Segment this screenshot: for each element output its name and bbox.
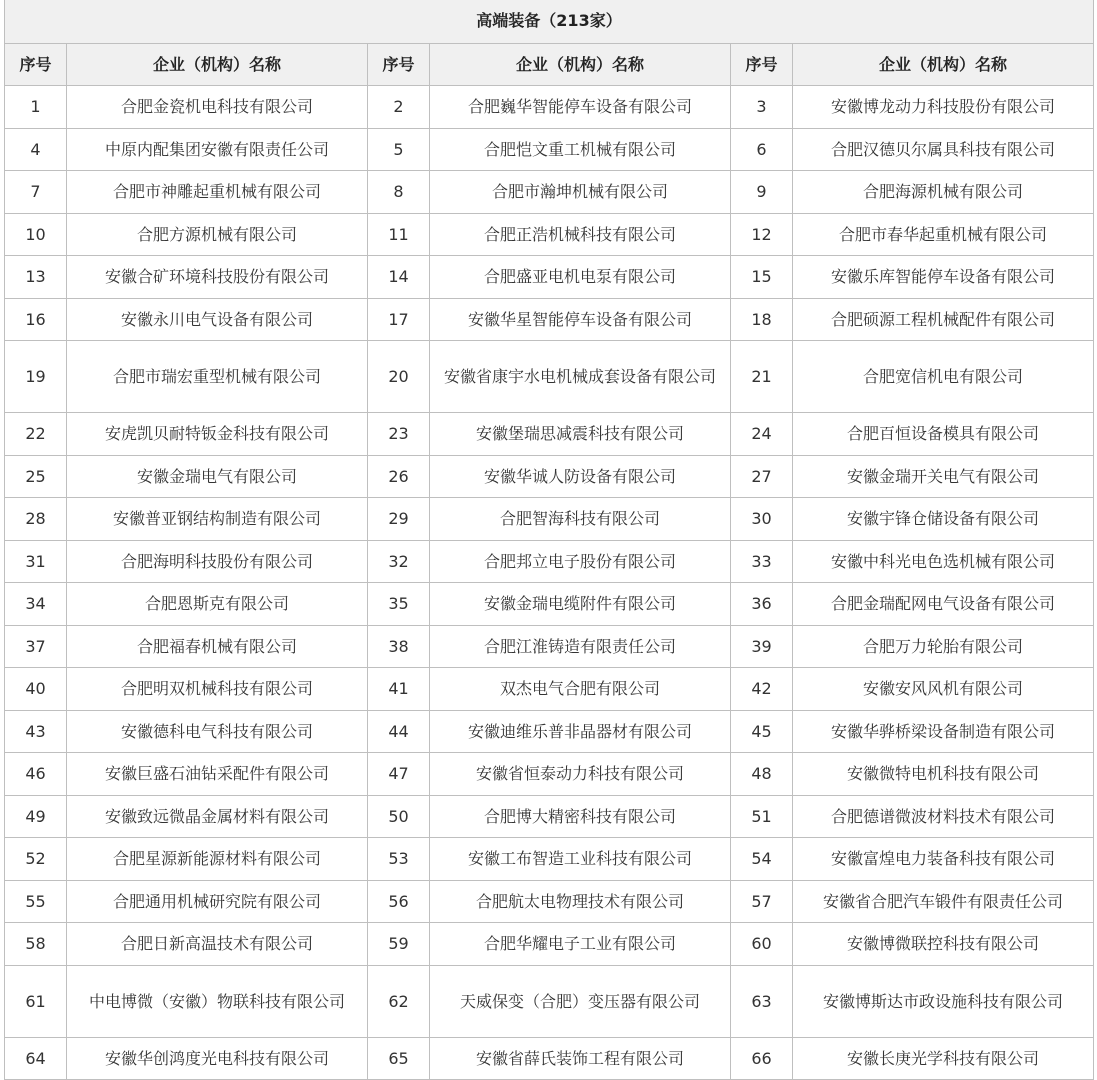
seq-cell: 46	[5, 753, 67, 796]
company-name-cell: 安徽堡瑞思减震科技有限公司	[430, 413, 731, 456]
seq-cell: 38	[368, 625, 430, 668]
seq-cell: 64	[5, 1037, 67, 1080]
seq-cell: 8	[368, 171, 430, 214]
seq-cell: 42	[731, 668, 793, 711]
company-name-cell: 合肥福春机械有限公司	[67, 625, 368, 668]
company-name-cell: 安徽永川电气设备有限公司	[67, 298, 368, 341]
seq-cell: 41	[368, 668, 430, 711]
company-name-cell: 安徽省康宇水电机械成套设备有限公司	[430, 341, 731, 413]
seq-cell: 57	[731, 880, 793, 923]
header-name: 企业（机构）名称	[430, 44, 731, 86]
company-name-cell: 中电博微（安徽）物联科技有限公司	[67, 965, 368, 1037]
company-name-cell: 安徽德科电气科技有限公司	[67, 710, 368, 753]
company-name-cell: 安徽华骅桥梁设备制造有限公司	[793, 710, 1094, 753]
company-name-cell: 合肥邦立电子股份有限公司	[430, 540, 731, 583]
company-name-cell: 合肥博大精密科技有限公司	[430, 795, 731, 838]
company-name-cell: 合肥万力轮胎有限公司	[793, 625, 1094, 668]
company-name-cell: 合肥智海科技有限公司	[430, 498, 731, 541]
company-name-cell: 合肥盛亚电机电泵有限公司	[430, 256, 731, 299]
seq-cell: 58	[5, 923, 67, 966]
company-name-cell: 安徽微特电机科技有限公司	[793, 753, 1094, 796]
table-row	[5, 1037, 1094, 1080]
seq-cell: 22	[5, 413, 67, 456]
company-name-cell: 合肥通用机械研究院有限公司	[67, 880, 368, 923]
seq-cell: 27	[731, 455, 793, 498]
seq-cell: 16	[5, 298, 67, 341]
company-name-cell: 合肥恺文重工机械有限公司	[430, 128, 731, 171]
seq-cell: 47	[368, 753, 430, 796]
header-name: 企业（机构）名称	[793, 44, 1094, 86]
table-row	[5, 498, 1094, 541]
company-name-cell: 中原内配集团安徽有限责任公司	[67, 128, 368, 171]
company-name-cell: 合肥百恒设备模具有限公司	[793, 413, 1094, 456]
table-row	[5, 256, 1094, 299]
company-name-cell: 安徽博微联控科技有限公司	[793, 923, 1094, 966]
company-name-cell: 合肥恩斯克有限公司	[67, 583, 368, 626]
table-row	[5, 128, 1094, 171]
company-name-cell: 合肥市瑞宏重型机械有限公司	[67, 341, 368, 413]
company-name-cell: 合肥星源新能源材料有限公司	[67, 838, 368, 881]
table-row	[5, 583, 1094, 626]
seq-cell: 28	[5, 498, 67, 541]
seq-cell: 10	[5, 213, 67, 256]
company-name-cell: 合肥日新高温技术有限公司	[67, 923, 368, 966]
seq-cell: 40	[5, 668, 67, 711]
company-name-cell: 合肥宽信机电有限公司	[793, 341, 1094, 413]
seq-cell: 62	[368, 965, 430, 1037]
seq-cell: 44	[368, 710, 430, 753]
seq-cell: 13	[5, 256, 67, 299]
seq-cell: 12	[731, 213, 793, 256]
seq-cell: 29	[368, 498, 430, 541]
company-name-cell: 安徽巨盛石油钻采配件有限公司	[67, 753, 368, 796]
company-name-cell: 安徽工布智造工业科技有限公司	[430, 838, 731, 881]
seq-cell: 18	[731, 298, 793, 341]
seq-cell: 34	[5, 583, 67, 626]
seq-cell: 48	[731, 753, 793, 796]
seq-cell: 66	[731, 1037, 793, 1080]
seq-cell: 19	[5, 341, 67, 413]
table-row	[5, 710, 1094, 753]
company-name-cell: 安徽金瑞开关电气有限公司	[793, 455, 1094, 498]
seq-cell: 55	[5, 880, 67, 923]
seq-cell: 3	[731, 86, 793, 129]
company-name-cell: 合肥方源机械有限公司	[67, 213, 368, 256]
company-name-cell: 合肥明双机械科技有限公司	[67, 668, 368, 711]
company-name-cell: 双杰电气合肥有限公司	[430, 668, 731, 711]
table-row	[5, 795, 1094, 838]
company-name-cell: 安徽中科光电色选机械有限公司	[793, 540, 1094, 583]
table-row	[5, 625, 1094, 668]
table-row	[5, 838, 1094, 881]
seq-cell: 14	[368, 256, 430, 299]
header-seq: 序号	[368, 44, 430, 86]
seq-cell: 36	[731, 583, 793, 626]
table-row	[5, 880, 1094, 923]
seq-cell: 7	[5, 171, 67, 214]
seq-cell: 23	[368, 413, 430, 456]
seq-cell: 20	[368, 341, 430, 413]
seq-cell: 6	[731, 128, 793, 171]
company-name-cell: 安徽金瑞电气有限公司	[67, 455, 368, 498]
seq-cell: 24	[731, 413, 793, 456]
seq-cell: 11	[368, 213, 430, 256]
company-name-cell: 安徽金瑞电缆附件有限公司	[430, 583, 731, 626]
seq-cell: 35	[368, 583, 430, 626]
seq-cell: 65	[368, 1037, 430, 1080]
company-name-cell: 安徽省恒泰动力科技有限公司	[430, 753, 731, 796]
company-name-cell: 合肥金瓷机电科技有限公司	[67, 86, 368, 129]
company-name-cell: 安徽普亚钢结构制造有限公司	[67, 498, 368, 541]
seq-cell: 9	[731, 171, 793, 214]
seq-cell: 25	[5, 455, 67, 498]
enterprise-table	[4, 0, 1094, 1080]
table-row	[5, 298, 1094, 341]
company-name-cell: 合肥市瀚坤机械有限公司	[430, 171, 731, 214]
table-row	[5, 171, 1094, 214]
table-row	[5, 540, 1094, 583]
company-name-cell: 合肥华耀电子工业有限公司	[430, 923, 731, 966]
table-row	[5, 413, 1094, 456]
company-name-cell: 合肥德谱微波材料技术有限公司	[793, 795, 1094, 838]
company-name-cell: 安徽博斯达市政设施科技有限公司	[793, 965, 1094, 1037]
seq-cell: 52	[5, 838, 67, 881]
company-name-cell: 合肥正浩机械科技有限公司	[430, 213, 731, 256]
seq-cell: 43	[5, 710, 67, 753]
table-row	[5, 923, 1094, 966]
seq-cell: 63	[731, 965, 793, 1037]
company-name-cell: 安徽宇锋仓储设备有限公司	[793, 498, 1094, 541]
table-row	[5, 753, 1094, 796]
seq-cell: 30	[731, 498, 793, 541]
seq-cell: 56	[368, 880, 430, 923]
seq-cell: 31	[5, 540, 67, 583]
seq-cell: 4	[5, 128, 67, 171]
seq-cell: 15	[731, 256, 793, 299]
company-name-cell: 合肥市春华起重机械有限公司	[793, 213, 1094, 256]
seq-cell: 60	[731, 923, 793, 966]
company-name-cell: 安徽迪维乐普非晶器材有限公司	[430, 710, 731, 753]
company-name-cell: 合肥金瑞配网电气设备有限公司	[793, 583, 1094, 626]
seq-cell: 49	[5, 795, 67, 838]
company-name-cell: 合肥汉德贝尔属具科技有限公司	[793, 128, 1094, 171]
company-name-cell: 安徽博龙动力科技股份有限公司	[793, 86, 1094, 129]
company-name-cell: 合肥巍华智能停车设备有限公司	[430, 86, 731, 129]
table-title: 高端装备（213家）	[5, 0, 1094, 44]
seq-cell: 39	[731, 625, 793, 668]
company-name-cell: 安徽安风风机有限公司	[793, 668, 1094, 711]
company-name-cell: 天威保变（合肥）变压器有限公司	[430, 965, 731, 1037]
seq-cell: 33	[731, 540, 793, 583]
seq-cell: 54	[731, 838, 793, 881]
table-row	[5, 341, 1094, 413]
company-name-cell: 安徽致远微晶金属材料有限公司	[67, 795, 368, 838]
company-name-cell: 合肥海源机械有限公司	[793, 171, 1094, 214]
seq-cell: 59	[368, 923, 430, 966]
seq-cell: 2	[368, 86, 430, 129]
header-seq: 序号	[5, 44, 67, 86]
table-row	[5, 213, 1094, 256]
seq-cell: 5	[368, 128, 430, 171]
company-name-cell: 合肥航太电物理技术有限公司	[430, 880, 731, 923]
table-row	[5, 455, 1094, 498]
header-name: 企业（机构）名称	[67, 44, 368, 86]
seq-cell: 53	[368, 838, 430, 881]
company-name-cell: 安徽富煌电力装备科技有限公司	[793, 838, 1094, 881]
seq-cell: 50	[368, 795, 430, 838]
table-row	[5, 86, 1094, 129]
company-name-cell: 合肥海明科技股份有限公司	[67, 540, 368, 583]
header-seq: 序号	[731, 44, 793, 86]
seq-cell: 61	[5, 965, 67, 1037]
seq-cell: 1	[5, 86, 67, 129]
table-row	[5, 965, 1094, 1037]
company-name-cell: 安虎凯贝耐特钣金科技有限公司	[67, 413, 368, 456]
company-name-cell: 安徽省薛氏装饰工程有限公司	[430, 1037, 731, 1080]
seq-cell: 17	[368, 298, 430, 341]
seq-cell: 37	[5, 625, 67, 668]
seq-cell: 32	[368, 540, 430, 583]
company-name-cell: 安徽合矿环境科技股份有限公司	[67, 256, 368, 299]
seq-cell: 51	[731, 795, 793, 838]
company-name-cell: 安徽省合肥汽车锻件有限责任公司	[793, 880, 1094, 923]
company-name-cell: 安徽华诚人防设备有限公司	[430, 455, 731, 498]
company-name-cell: 安徽华创鸿度光电科技有限公司	[67, 1037, 368, 1080]
company-name-cell: 安徽长庚光学科技有限公司	[793, 1037, 1094, 1080]
company-name-cell: 合肥硕源工程机械配件有限公司	[793, 298, 1094, 341]
seq-cell: 21	[731, 341, 793, 413]
company-name-cell: 合肥江淮铸造有限责任公司	[430, 625, 731, 668]
seq-cell: 45	[731, 710, 793, 753]
company-name-cell: 安徽乐库智能停车设备有限公司	[793, 256, 1094, 299]
seq-cell: 26	[368, 455, 430, 498]
company-name-cell: 合肥市神雕起重机械有限公司	[67, 171, 368, 214]
table-row	[5, 668, 1094, 711]
company-name-cell: 安徽华星智能停车设备有限公司	[430, 298, 731, 341]
